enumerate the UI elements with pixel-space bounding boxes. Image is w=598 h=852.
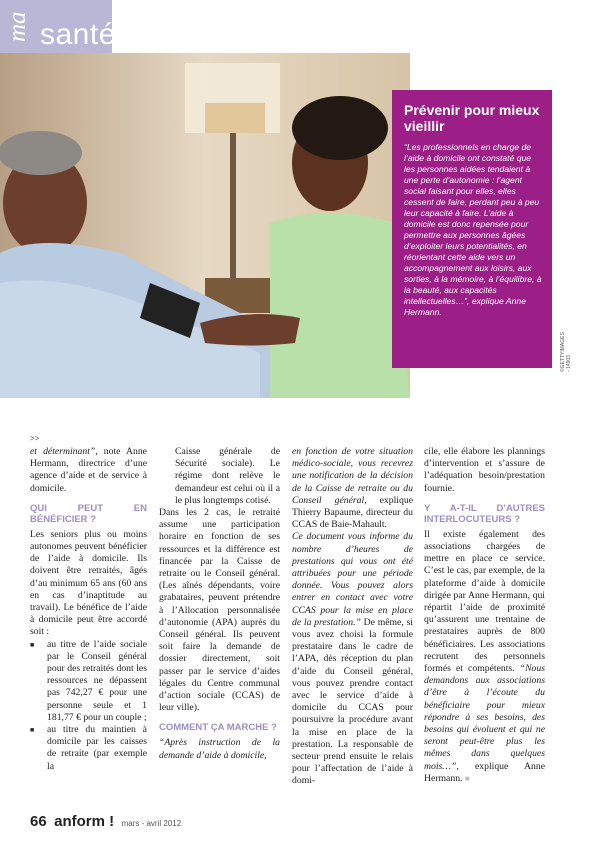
photo-credit: ©GETTYIMAGES - 14903 xyxy=(560,332,572,372)
sidebar-title: Prévenir pour mieux vieillir xyxy=(404,102,540,134)
column-2 xyxy=(159,446,280,762)
paragraph xyxy=(159,737,280,761)
quote-text: “Après instruction de la demande d’aide à domicile, xyxy=(159,737,280,761)
quote-text: en fonction de votre situation médico-sociale, vous recevrez une notification de la décision de la Caisse de retraite ou du Conseil général, xyxy=(292,446,413,506)
page-number: 66 xyxy=(30,813,47,830)
paragraph: Caisse générale de Sécurité sociale). Le régime dont relève le demandeur est celui où il a le plus longtemps cotisé. xyxy=(175,446,280,506)
paragraph: Les seniors plus ou moins autonomes peuvent bénéficier de l’aide à domicile. Ils doivent être retraités, âgés d’au minimum 65 ans (60 ans en cas d’inaptitude au travail). Le bénéfice de l’aide à domicile peut être accordé soit : xyxy=(30,528,147,638)
article-photo xyxy=(0,53,410,398)
bullet-item: ■ au titre de l’aide sociale par le Conseil général pour des retraités dont les ressources ne dépassent pas 742,27 € pour une personne seule et 1 181,77 € pour un couple ; xyxy=(30,639,147,724)
quote-text: “Nous demandons aux associations d’être à l’écoute du bénéficiaire pour mieux répondre à ses besoins, des besoins qui évoluent et qui ne seront peut-être plus les mêmes dans quelques mois…” xyxy=(424,663,545,772)
column-1 xyxy=(30,446,147,773)
sidebar-text: “Les professionnels en charge de l’aide à domicile ont constaté que les personnes aidées tendaient à une perte d’autonomie : l’agent social faisant pour elles, elles cessent de faire, perdant peu à peu leur capacité à faire. L’aide à domicile est donc repensée pour permettre aux personnes âgées d’exploiter leurs potentialités, en réorientant cette aide vers un accompagnement aux loisirs, aux sorties, à la mémoire, à l’équilibre, à la beauté, aux capacités intellectuelles…”, explique Anne Hermann. xyxy=(404,142,542,317)
continued-marker: >> xyxy=(30,434,40,443)
quote-text: Ce document vous informe du nombre d’heures de prestations qui vous ont été attribuées pour une période donnée. Vous pouvez alors entrer en contact avec votre CCAS pour la mise en place de la prestation.” xyxy=(292,531,413,628)
paragraph xyxy=(30,446,147,495)
paragraph: Dans les 2 cas, le retraité assume une participation horaire en fonction de ses ressources et la différence est financée par la Caisse de retraite ou le Conseil général. (Les aînés dépendants, voire grabataires, peuvent prétendre à l’Allocation personnalisée d’autonomie (APA) auprès du Conseil général. Ils peuvent soit faire la demande de dossier directement, soit passer par le service d’aides légales du Centre communal d’action sociale (CCAS) de leur ville). xyxy=(159,507,280,714)
subheading: Y A-T-IL D’AUTRES INTERLOCUTEURS ? xyxy=(424,502,545,525)
paragraph: cile, elle élabore les plannings d’intervention et s’assure de l’adéquation besoin/prestation fournie. xyxy=(424,446,545,494)
quote-text: et déterminant” xyxy=(30,446,96,457)
body-text: , note Anne Hermann, directrice d’une agence d’aide et de service à domicile. xyxy=(30,446,147,494)
body-text: De même, si vous avez choisi la formule prestataire dans le cadre de l’APA, dès réception du plan d’aide du Conseil général, vous pouvez prendre contact avec le service d’aide à domicile du CCAS pour poursuivre la procédure avant la mise en place de la prestation. La responsable de secteur prend ensuite le relais pour l’affectation de l’aide à domi- xyxy=(292,616,413,787)
body-text: Il existe également des associations chargées de mettre en place ce service. C’est le cas, par exemple, de la plateforme d’aide à domicile dirigée par Anne Hermann, qui répartit l’aide de proximité qu’assurent une trentaine de prestataires auprès de 800 bénéficiaires. Les associations recrutent des personnels formés et compétents. xyxy=(424,528,545,675)
subheading: QUI PEUT EN BÉNÉFICIER ? xyxy=(30,502,147,525)
magazine-name: anform ! xyxy=(54,813,115,830)
end-mark-icon: ■ xyxy=(464,773,470,783)
paragraph xyxy=(292,446,413,531)
issue-date: mars - avril 2012 xyxy=(121,819,182,828)
sidebar-box xyxy=(392,90,552,368)
body-text: , explique Anne Hermann. xyxy=(424,760,545,784)
column-3 xyxy=(292,446,413,788)
paragraph xyxy=(424,529,545,785)
section-prefix: ma xyxy=(4,11,31,42)
bullet-item: ■ au titre du maintien à domicile par les caisses de retraite (par exemple la xyxy=(30,724,147,773)
paragraph xyxy=(292,531,413,787)
column-4 xyxy=(424,446,545,785)
body-text: explique Thierry Bapaume, directeur du CCAS de Baie-Mahault. xyxy=(292,494,413,531)
section-title: santé xyxy=(40,18,116,51)
page-footer xyxy=(30,813,181,831)
bullet-list xyxy=(30,639,147,773)
subheading: COMMENT ÇA MARCHE ? xyxy=(159,722,277,734)
